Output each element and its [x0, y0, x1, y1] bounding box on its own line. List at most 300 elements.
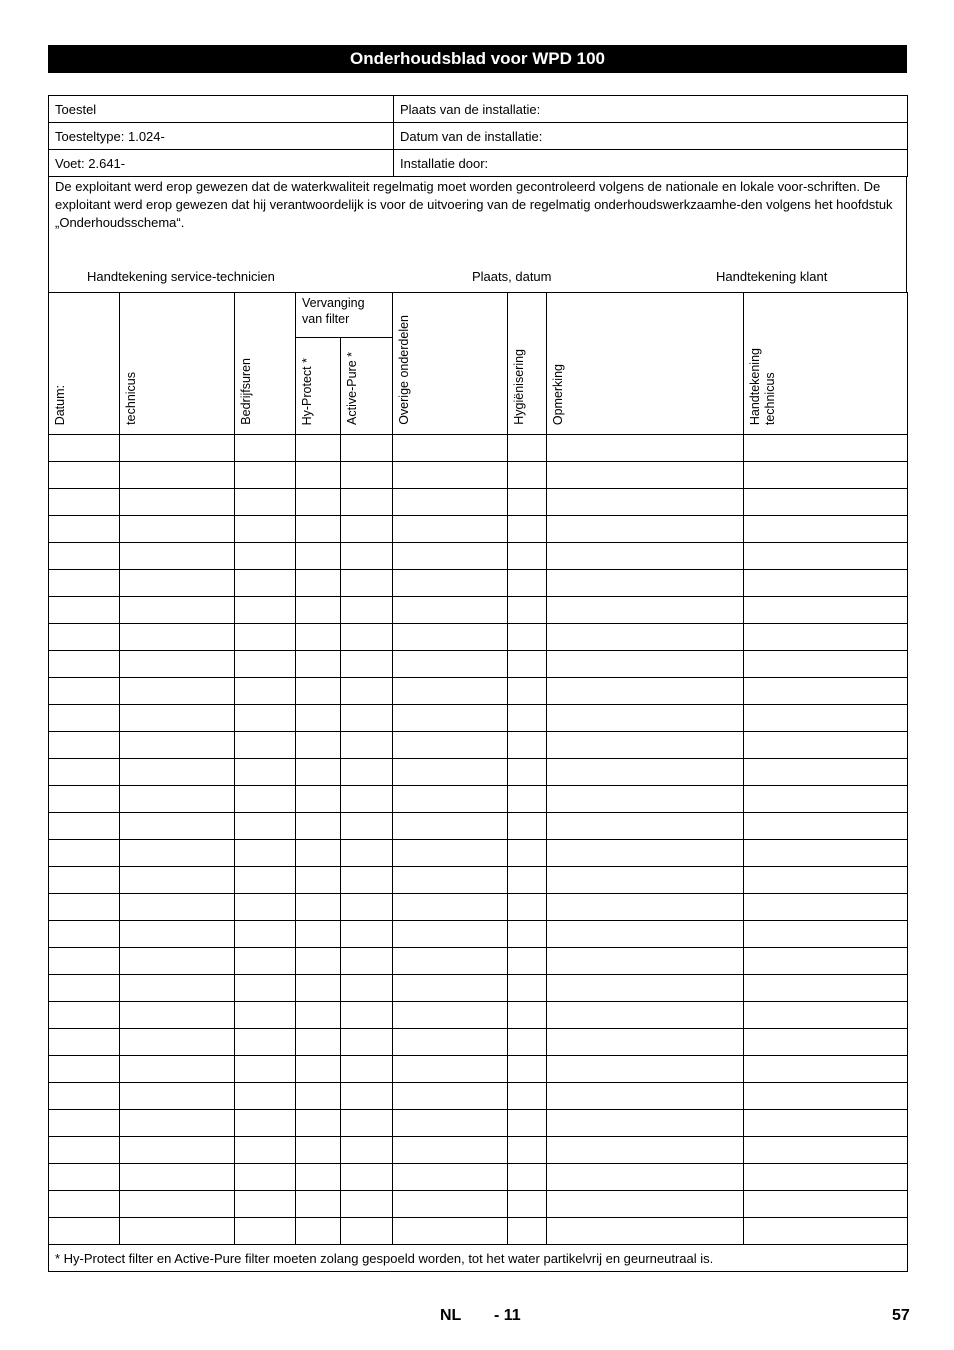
log-cell[interactable]	[393, 921, 508, 948]
log-cell[interactable]	[120, 624, 235, 651]
log-cell[interactable]	[341, 867, 393, 894]
log-cell[interactable]	[508, 1164, 547, 1191]
log-cell[interactable]	[49, 894, 120, 921]
log-cell[interactable]	[547, 867, 744, 894]
log-cell[interactable]	[393, 894, 508, 921]
log-cell[interactable]	[49, 813, 120, 840]
log-cell[interactable]	[508, 1056, 547, 1083]
log-cell[interactable]	[120, 1191, 235, 1218]
log-cell[interactable]	[120, 678, 235, 705]
log-cell[interactable]	[744, 1137, 908, 1164]
log-cell[interactable]	[296, 543, 341, 570]
col-filter-replacement-group: Vervanging van filter	[296, 293, 393, 338]
log-cell[interactable]	[235, 705, 296, 732]
table-row	[49, 678, 908, 705]
table-row	[49, 489, 908, 516]
log-cell[interactable]	[547, 651, 744, 678]
table-row	[49, 1137, 908, 1164]
log-cell[interactable]	[120, 1083, 235, 1110]
info-device[interactable]: Toestel	[49, 96, 394, 123]
log-cell[interactable]	[393, 948, 508, 975]
log-cell[interactable]	[235, 975, 296, 1002]
col-hygienisation: Hygiënisering	[508, 293, 547, 435]
log-cell[interactable]	[296, 597, 341, 624]
log-cell[interactable]	[744, 1191, 908, 1218]
log-cell[interactable]	[341, 732, 393, 759]
log-cell[interactable]	[341, 921, 393, 948]
log-cell[interactable]	[235, 624, 296, 651]
log-cell[interactable]	[508, 1218, 547, 1245]
log-cell[interactable]	[49, 1110, 120, 1137]
footer-language: NL	[440, 1307, 462, 1324]
log-cell[interactable]	[547, 975, 744, 1002]
log-cell[interactable]	[341, 1002, 393, 1029]
log-cell[interactable]	[508, 975, 547, 1002]
log-cell[interactable]	[547, 624, 744, 651]
log-cell[interactable]	[296, 948, 341, 975]
log-cell[interactable]	[744, 1164, 908, 1191]
log-cell[interactable]	[296, 1110, 341, 1137]
log-cell[interactable]	[547, 543, 744, 570]
log-cell[interactable]	[547, 1110, 744, 1137]
log-cell[interactable]	[49, 489, 120, 516]
log-cell[interactable]	[341, 1137, 393, 1164]
log-cell[interactable]	[49, 921, 120, 948]
log-cell[interactable]	[341, 543, 393, 570]
log-cell[interactable]	[341, 489, 393, 516]
log-cell[interactable]	[120, 1137, 235, 1164]
log-cell[interactable]	[744, 786, 908, 813]
log-cell[interactable]	[296, 894, 341, 921]
log-cell[interactable]	[235, 732, 296, 759]
log-cell[interactable]	[296, 1164, 341, 1191]
log-cell[interactable]	[744, 867, 908, 894]
log-cell[interactable]	[120, 732, 235, 759]
log-cell[interactable]	[393, 624, 508, 651]
log-cell[interactable]	[393, 597, 508, 624]
log-cell[interactable]	[341, 813, 393, 840]
log-cell[interactable]	[547, 462, 744, 489]
log-cell[interactable]	[296, 489, 341, 516]
log-cell[interactable]	[341, 435, 393, 462]
log-cell[interactable]	[393, 1218, 508, 1245]
log-cell[interactable]	[296, 786, 341, 813]
info-installation-place[interactable]: Plaats van de installatie:	[394, 96, 908, 123]
log-cell[interactable]	[744, 462, 908, 489]
log-cell[interactable]	[547, 1191, 744, 1218]
log-cell[interactable]	[235, 570, 296, 597]
log-cell[interactable]	[547, 489, 744, 516]
log-cell[interactable]	[49, 948, 120, 975]
log-cell[interactable]	[49, 1218, 120, 1245]
log-cell[interactable]	[547, 516, 744, 543]
table-row	[49, 813, 908, 840]
log-cell[interactable]	[393, 867, 508, 894]
log-cell[interactable]	[508, 867, 547, 894]
log-cell[interactable]	[744, 732, 908, 759]
log-cell[interactable]	[235, 435, 296, 462]
log-cell[interactable]	[235, 678, 296, 705]
log-cell[interactable]	[120, 948, 235, 975]
log-cell[interactable]	[393, 1191, 508, 1218]
log-cell[interactable]	[547, 435, 744, 462]
log-cell[interactable]	[744, 813, 908, 840]
log-cell[interactable]	[120, 597, 235, 624]
log-cell[interactable]	[235, 651, 296, 678]
log-cell[interactable]	[508, 1191, 547, 1218]
log-cell[interactable]	[235, 1002, 296, 1029]
log-cell[interactable]	[296, 732, 341, 759]
log-cell[interactable]	[235, 867, 296, 894]
log-cell[interactable]	[120, 894, 235, 921]
log-cell[interactable]	[341, 840, 393, 867]
log-cell[interactable]	[120, 813, 235, 840]
notice-text: De exploitant werd erop gewezen dat de waterkwaliteit regelmatig moet worden gecontroleerd volgens de nationale en lokale voor-schriften. De exploitant werd erop gewezen dat hij verantwoordelijk is voor de uitvoering van de regelmatig onderhoudswerkzaamhe-den volgens het hoofdstuk „Onderhoudsschema“.	[55, 179, 893, 230]
log-cell[interactable]	[49, 624, 120, 651]
table-row	[49, 462, 908, 489]
log-cell[interactable]	[235, 948, 296, 975]
log-cell[interactable]	[120, 921, 235, 948]
log-cell[interactable]	[547, 759, 744, 786]
log-cell[interactable]	[235, 1191, 296, 1218]
log-cell[interactable]	[547, 948, 744, 975]
table-row	[49, 597, 908, 624]
log-cell[interactable]	[296, 651, 341, 678]
log-cell[interactable]	[49, 678, 120, 705]
log-cell[interactable]	[296, 921, 341, 948]
log-cell[interactable]	[508, 1110, 547, 1137]
log-cell[interactable]	[341, 975, 393, 1002]
log-cell[interactable]	[744, 597, 908, 624]
log-cell[interactable]	[393, 1110, 508, 1137]
log-cell[interactable]	[235, 516, 296, 543]
log-cell[interactable]	[341, 516, 393, 543]
log-cell[interactable]	[120, 435, 235, 462]
log-cell[interactable]	[296, 1191, 341, 1218]
log-cell[interactable]	[296, 1056, 341, 1083]
log-cell[interactable]	[744, 1029, 908, 1056]
log-cell[interactable]	[120, 462, 235, 489]
table-row	[49, 840, 908, 867]
table-row	[49, 786, 908, 813]
log-cell[interactable]	[393, 975, 508, 1002]
log-cell[interactable]	[547, 1137, 744, 1164]
log-cell[interactable]	[120, 786, 235, 813]
log-cell[interactable]	[235, 1056, 296, 1083]
log-cell[interactable]	[235, 840, 296, 867]
log-cell[interactable]	[744, 840, 908, 867]
log-cell[interactable]	[393, 1137, 508, 1164]
log-cell[interactable]	[120, 975, 235, 1002]
log-cell[interactable]	[508, 1137, 547, 1164]
log-cell[interactable]	[508, 894, 547, 921]
log-cell[interactable]	[744, 651, 908, 678]
log-cell[interactable]	[120, 570, 235, 597]
log-cell[interactable]	[49, 1002, 120, 1029]
log-cell[interactable]	[341, 624, 393, 651]
log-cell[interactable]	[341, 786, 393, 813]
log-cell[interactable]	[49, 1191, 120, 1218]
log-cell[interactable]	[120, 1218, 235, 1245]
log-cell[interactable]	[744, 624, 908, 651]
log-cell[interactable]	[49, 786, 120, 813]
log-cell[interactable]	[508, 597, 547, 624]
log-cell[interactable]	[547, 1056, 744, 1083]
log-cell[interactable]	[547, 1002, 744, 1029]
log-cell[interactable]	[508, 759, 547, 786]
log-cell[interactable]	[49, 867, 120, 894]
log-cell[interactable]	[547, 1164, 744, 1191]
log-cell[interactable]	[393, 732, 508, 759]
log-cell[interactable]	[547, 921, 744, 948]
log-cell[interactable]	[296, 813, 341, 840]
log-cell[interactable]	[341, 1110, 393, 1137]
log-cell[interactable]	[508, 921, 547, 948]
log-cell[interactable]	[547, 840, 744, 867]
log-cell[interactable]	[235, 462, 296, 489]
log-cell[interactable]	[296, 435, 341, 462]
info-installed-by[interactable]: Installatie door:	[394, 150, 908, 177]
log-cell[interactable]	[508, 435, 547, 462]
log-cell[interactable]	[296, 1137, 341, 1164]
log-cell[interactable]	[547, 1218, 744, 1245]
log-cell[interactable]	[296, 1002, 341, 1029]
log-cell[interactable]	[235, 1083, 296, 1110]
log-cell[interactable]	[744, 543, 908, 570]
log-cell[interactable]	[341, 1164, 393, 1191]
log-cell[interactable]	[744, 516, 908, 543]
table-row	[49, 1029, 908, 1056]
table-row	[49, 1191, 908, 1218]
log-cell[interactable]	[508, 705, 547, 732]
log-cell[interactable]	[547, 570, 744, 597]
log-cell[interactable]	[296, 516, 341, 543]
log-cell[interactable]	[296, 975, 341, 1002]
log-cell[interactable]	[393, 1029, 508, 1056]
log-cell[interactable]	[341, 570, 393, 597]
log-cell[interactable]	[341, 462, 393, 489]
log-cell[interactable]	[235, 786, 296, 813]
log-cell[interactable]	[296, 678, 341, 705]
log-cell[interactable]	[744, 1110, 908, 1137]
log-cell[interactable]	[120, 651, 235, 678]
log-cell[interactable]	[296, 840, 341, 867]
log-cell[interactable]	[547, 813, 744, 840]
log-cell[interactable]	[393, 516, 508, 543]
log-cell[interactable]	[393, 462, 508, 489]
log-cell[interactable]	[393, 489, 508, 516]
log-cell[interactable]	[49, 597, 120, 624]
log-cell[interactable]	[744, 489, 908, 516]
table-row	[49, 867, 908, 894]
log-cell[interactable]	[508, 624, 547, 651]
log-cell[interactable]	[296, 1083, 341, 1110]
log-cell[interactable]	[49, 975, 120, 1002]
log-cell[interactable]	[341, 894, 393, 921]
log-cell[interactable]	[744, 1002, 908, 1029]
log-cell[interactable]	[235, 489, 296, 516]
log-cell[interactable]	[235, 921, 296, 948]
log-cell[interactable]	[235, 1218, 296, 1245]
log-cell[interactable]	[393, 840, 508, 867]
log-cell[interactable]	[296, 1218, 341, 1245]
log-cell[interactable]	[508, 462, 547, 489]
col-operating-hours: Bedrijfsuren	[235, 293, 296, 435]
log-cell[interactable]	[508, 489, 547, 516]
log-cell[interactable]	[235, 597, 296, 624]
log-cell[interactable]	[49, 543, 120, 570]
log-cell[interactable]	[235, 894, 296, 921]
log-cell[interactable]	[547, 894, 744, 921]
log-cell[interactable]	[393, 759, 508, 786]
log-cell[interactable]	[393, 1083, 508, 1110]
log-cell[interactable]	[744, 975, 908, 1002]
log-cell[interactable]	[393, 1002, 508, 1029]
log-cell[interactable]	[744, 1083, 908, 1110]
log-cell[interactable]	[547, 786, 744, 813]
log-cell[interactable]	[547, 678, 744, 705]
log-cell[interactable]	[120, 1164, 235, 1191]
log-cell[interactable]	[393, 435, 508, 462]
log-cell[interactable]	[296, 462, 341, 489]
log-cell[interactable]	[744, 921, 908, 948]
table-row	[49, 435, 908, 462]
log-cell[interactable]	[508, 570, 547, 597]
log-cell[interactable]	[49, 705, 120, 732]
log-cell[interactable]	[508, 1083, 547, 1110]
log-cell[interactable]	[49, 840, 120, 867]
info-row	[49, 123, 908, 150]
log-cell[interactable]	[296, 1029, 341, 1056]
log-cell[interactable]	[744, 678, 908, 705]
log-cell[interactable]	[744, 894, 908, 921]
log-cell[interactable]	[49, 435, 120, 462]
log-cell[interactable]	[120, 516, 235, 543]
log-cell[interactable]	[744, 759, 908, 786]
log-cell[interactable]	[235, 1137, 296, 1164]
log-cell[interactable]	[744, 1218, 908, 1245]
log-cell[interactable]	[120, 867, 235, 894]
log-cell[interactable]	[49, 1083, 120, 1110]
log-cell[interactable]	[744, 948, 908, 975]
log-cell[interactable]	[341, 1218, 393, 1245]
table-row	[49, 975, 908, 1002]
log-cell[interactable]	[341, 1029, 393, 1056]
log-cell[interactable]	[393, 570, 508, 597]
log-cell[interactable]	[508, 651, 547, 678]
log-cell[interactable]	[393, 1056, 508, 1083]
log-cell[interactable]	[341, 651, 393, 678]
log-cell[interactable]	[235, 1029, 296, 1056]
log-cell[interactable]	[341, 759, 393, 786]
log-cell[interactable]	[508, 840, 547, 867]
table-row	[49, 651, 908, 678]
log-cell[interactable]	[120, 1029, 235, 1056]
log-cell[interactable]	[508, 678, 547, 705]
info-installation-date[interactable]: Datum van de installatie:	[394, 123, 908, 150]
log-cell[interactable]	[508, 813, 547, 840]
log-cell[interactable]	[393, 651, 508, 678]
log-cell[interactable]	[49, 1137, 120, 1164]
log-cell[interactable]	[296, 624, 341, 651]
log-cell[interactable]	[393, 543, 508, 570]
log-cell[interactable]	[235, 1164, 296, 1191]
log-cell[interactable]	[49, 732, 120, 759]
log-cell[interactable]	[393, 813, 508, 840]
log-cell[interactable]	[508, 1029, 547, 1056]
log-cell[interactable]	[393, 1164, 508, 1191]
log-cell[interactable]	[341, 678, 393, 705]
col-other-parts: Overige onderdelen	[393, 293, 508, 435]
log-cell[interactable]	[744, 705, 908, 732]
log-cell[interactable]	[508, 516, 547, 543]
log-cell[interactable]	[341, 1056, 393, 1083]
log-cell[interactable]	[296, 759, 341, 786]
log-cell[interactable]	[120, 489, 235, 516]
log-cell[interactable]	[120, 1002, 235, 1029]
log-cell[interactable]	[49, 1164, 120, 1191]
log-cell[interactable]	[49, 1029, 120, 1056]
log-cell[interactable]	[341, 948, 393, 975]
log-cell[interactable]	[341, 1191, 393, 1218]
log-cell[interactable]	[547, 597, 744, 624]
log-cell[interactable]	[235, 813, 296, 840]
log-cell[interactable]	[744, 435, 908, 462]
log-cell[interactable]	[547, 705, 744, 732]
log-cell[interactable]	[49, 570, 120, 597]
log-cell[interactable]	[235, 759, 296, 786]
info-device-type[interactable]: Toesteltype: 1.024-	[49, 123, 394, 150]
log-cell[interactable]	[508, 786, 547, 813]
log-cell[interactable]	[547, 732, 744, 759]
log-cell[interactable]	[508, 948, 547, 975]
table-row	[49, 624, 908, 651]
log-cell[interactable]	[296, 867, 341, 894]
log-cell[interactable]	[393, 786, 508, 813]
log-cell[interactable]	[120, 759, 235, 786]
log-cell[interactable]	[120, 840, 235, 867]
log-cell[interactable]	[393, 678, 508, 705]
log-cell[interactable]	[508, 732, 547, 759]
log-cell[interactable]	[296, 570, 341, 597]
log-cell[interactable]	[120, 543, 235, 570]
log-cell[interactable]	[547, 1083, 744, 1110]
table-row	[49, 1056, 908, 1083]
log-cell[interactable]	[120, 1110, 235, 1137]
log-cell[interactable]	[393, 705, 508, 732]
log-cell[interactable]	[508, 1002, 547, 1029]
log-cell[interactable]	[49, 759, 120, 786]
log-cell[interactable]	[49, 1056, 120, 1083]
log-cell[interactable]	[296, 705, 341, 732]
log-cell[interactable]	[120, 1056, 235, 1083]
log-cell[interactable]	[49, 516, 120, 543]
log-cell[interactable]	[120, 705, 235, 732]
log-cell[interactable]	[508, 543, 547, 570]
log-cell[interactable]	[547, 1029, 744, 1056]
table-row	[49, 1002, 908, 1029]
log-cell[interactable]	[49, 462, 120, 489]
log-cell[interactable]	[235, 1110, 296, 1137]
log-cell[interactable]	[341, 597, 393, 624]
log-cell[interactable]	[341, 705, 393, 732]
log-cell[interactable]	[744, 570, 908, 597]
log-cell[interactable]	[49, 651, 120, 678]
log-cell[interactable]	[744, 1056, 908, 1083]
info-base[interactable]: Voet: 2.641-	[49, 150, 394, 177]
log-cell[interactable]	[341, 1083, 393, 1110]
log-cell[interactable]	[235, 543, 296, 570]
